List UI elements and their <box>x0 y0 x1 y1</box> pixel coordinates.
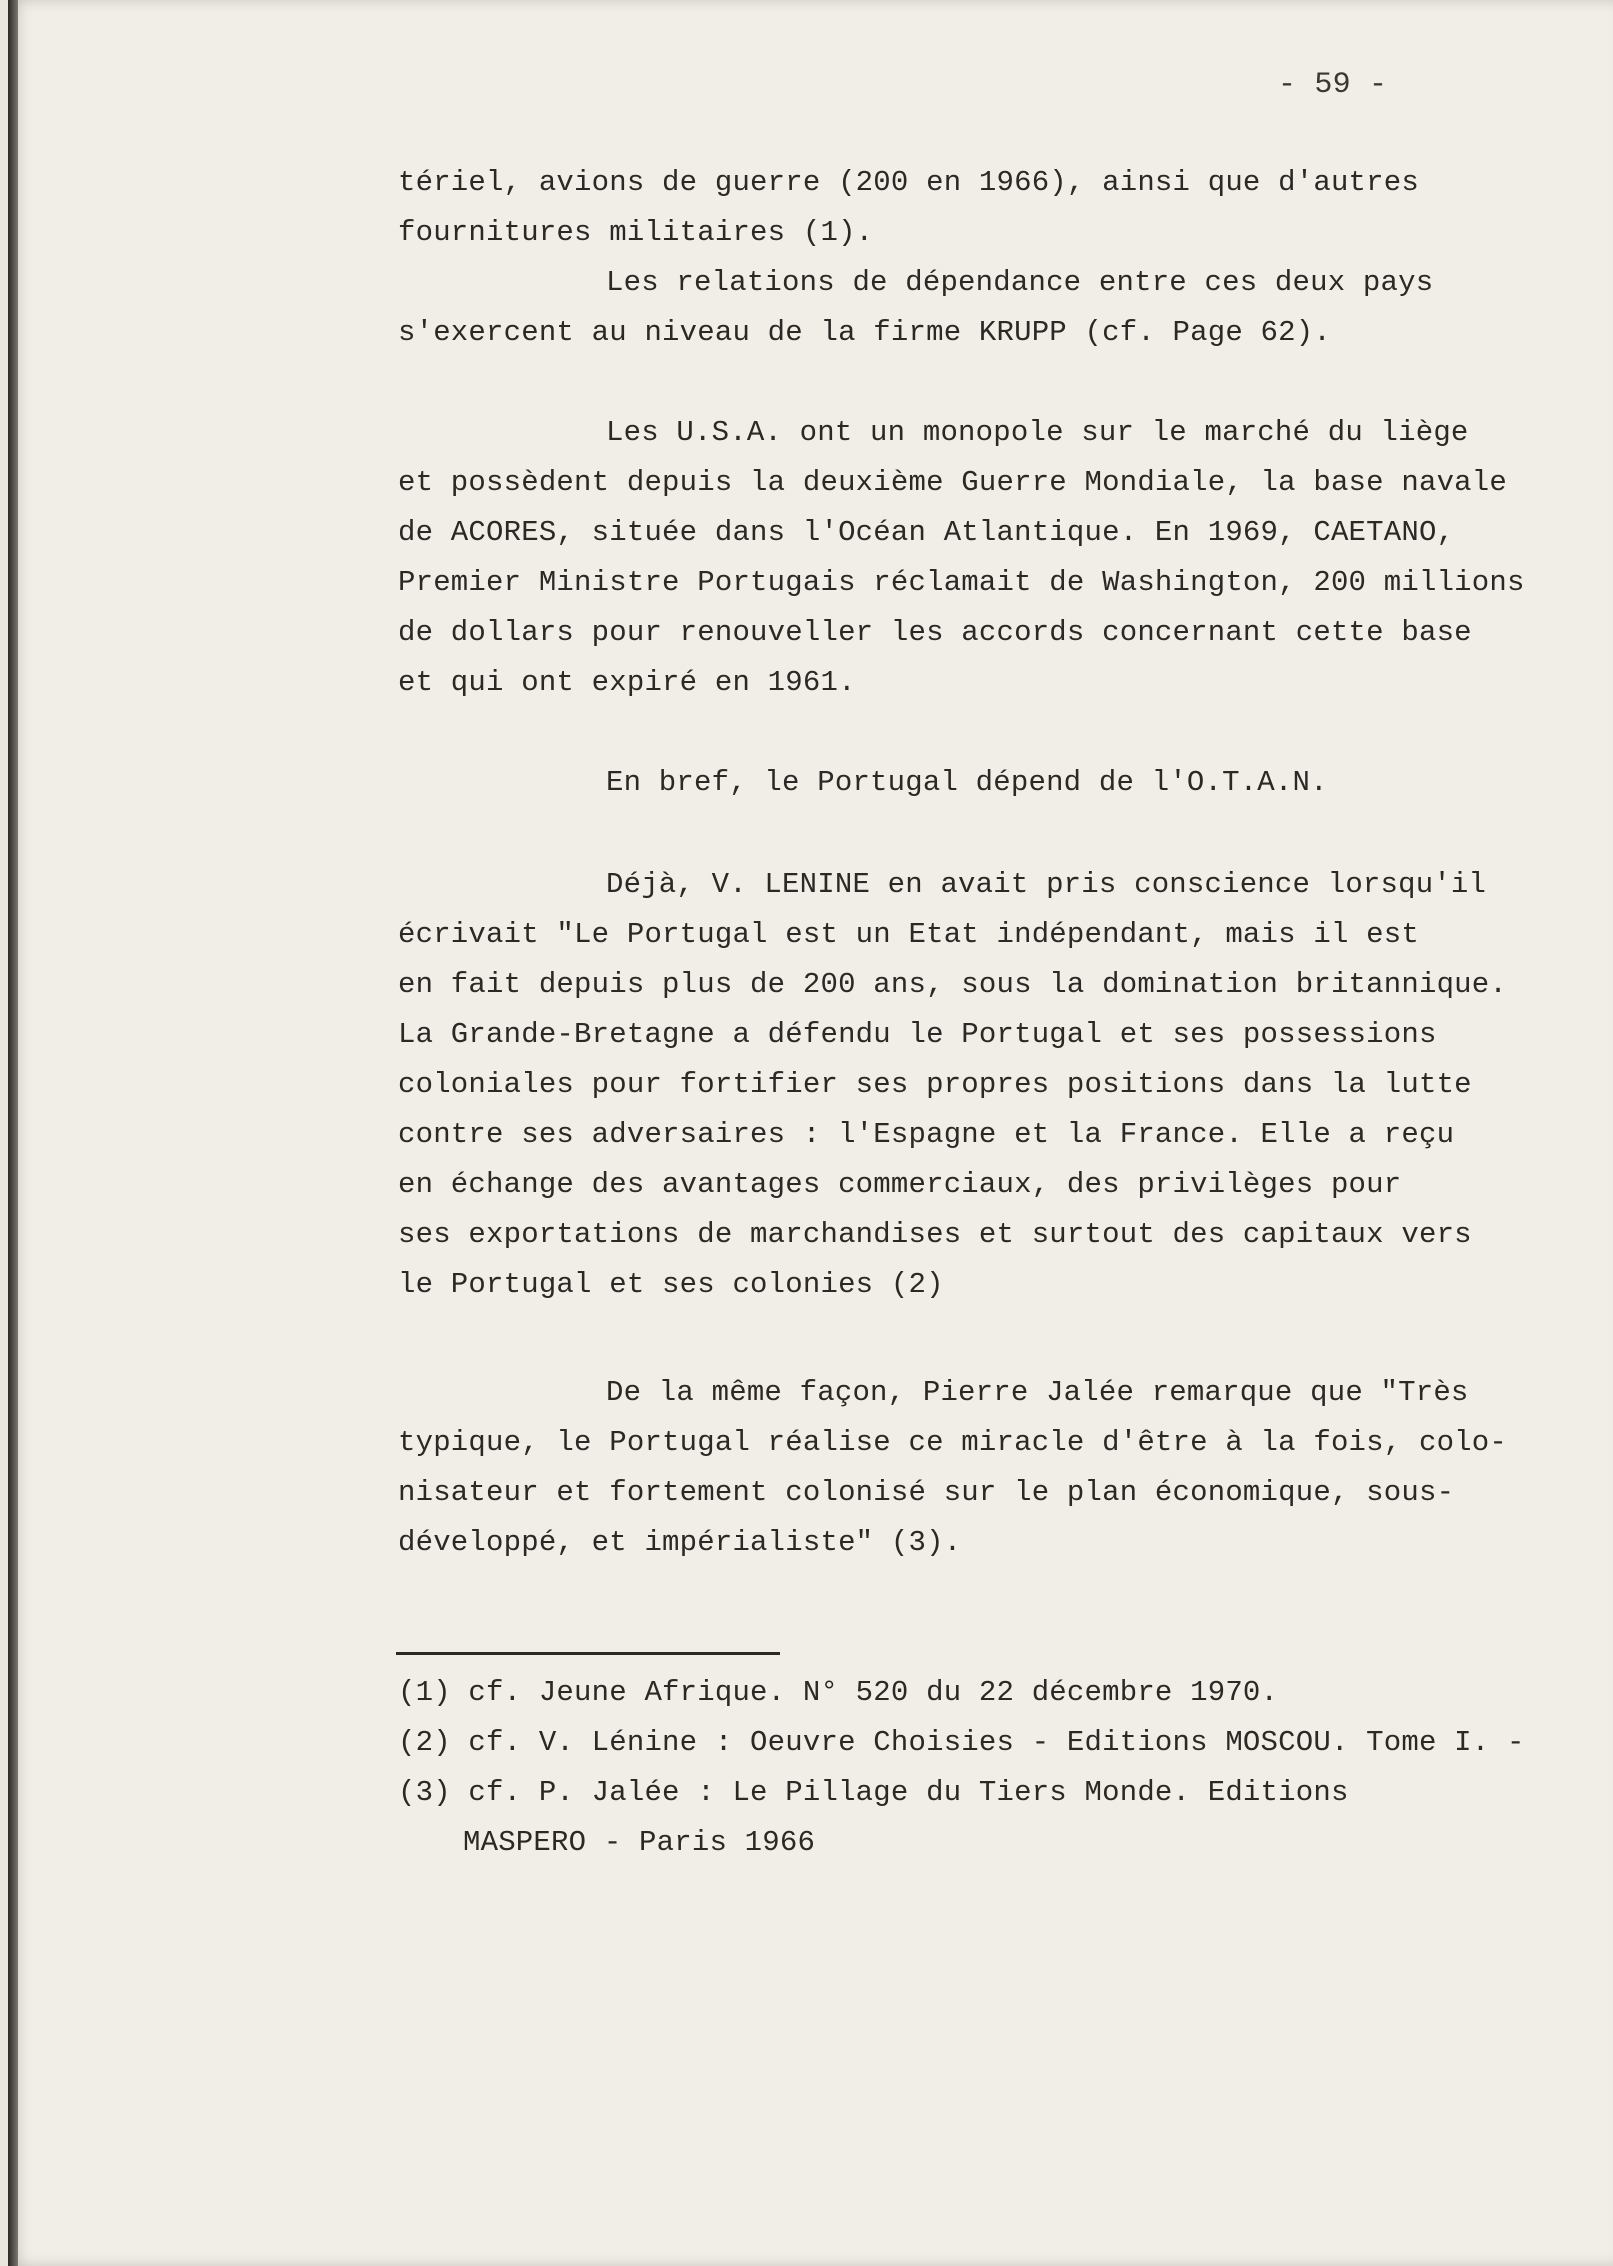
body-line: le Portugal et ses colonies (2) <box>398 1268 944 1301</box>
body-line: et qui ont expiré en 1961. <box>398 666 856 699</box>
footnote-line: (3) cf. P. Jalée : Le Pillage du Tiers Monde. Editions <box>398 1776 1349 1809</box>
body-line: Déjà, V. LENINE en avait pris conscience lorsqu'il <box>606 868 1487 901</box>
body-line: fournitures militaires (1). <box>398 216 874 249</box>
footnote-line: MASPERO - Paris 1966 <box>463 1826 816 1859</box>
body-line: tériel, avions de guerre (200 en 1966), ainsi que d'autres <box>398 166 1419 199</box>
body-line: La Grande-Bretagne a défendu le Portugal et ses possessions <box>398 1018 1437 1051</box>
body-line: Premier Ministre Portugais réclamait de Washington, 200 millions <box>398 566 1525 599</box>
body-line: écrivait "Le Portugal est un Etat indépendant, mais il est <box>398 918 1419 951</box>
body-line: de ACORES, située dans l'Océan Atlantique. En 1969, CAETANO, <box>398 516 1455 549</box>
body-line: coloniales pour fortifier ses propres positions dans la lutte <box>398 1068 1472 1101</box>
body-line: typique, le Portugal réalise ce miracle d'être à la fois, colo- <box>398 1426 1507 1459</box>
body-line: Les U.S.A. ont un monopole sur le marché du liège <box>606 416 1469 449</box>
body-line: et possèdent depuis la deuxième Guerre Mondiale, la base navale <box>398 466 1507 499</box>
page-number: - 59 - <box>1278 68 1388 102</box>
body-line: nisateur et fortement colonisé sur le plan économique, sous- <box>398 1476 1455 1509</box>
body-line: en échange des avantages commerciaux, des privilèges pour <box>398 1168 1402 1201</box>
body-line: De la même façon, Pierre Jalée remarque que "Très <box>606 1376 1469 1409</box>
page-binding-edge <box>8 0 18 2266</box>
body-line: ses exportations de marchandises et surtout des capitaux vers <box>398 1218 1472 1251</box>
document-page <box>8 0 1613 2266</box>
body-line: développé, et impérialiste" (3). <box>398 1526 962 1559</box>
body-line: en fait depuis plus de 200 ans, sous la domination britannique. <box>398 968 1507 1001</box>
body-line: contre ses adversaires : l'Espagne et la France. Elle a reçu <box>398 1118 1455 1151</box>
footnote-separator <box>396 1652 780 1655</box>
body-line: de dollars pour renouveller les accords concernant cette base <box>398 616 1472 649</box>
footnote-line: (2) cf. V. Lénine : Oeuvre Choisies - Editions MOSCOU. Tome I. - <box>398 1726 1525 1759</box>
body-line: En bref, le Portugal dépend de l'O.T.A.N. <box>606 766 1328 799</box>
body-line: Les relations de dépendance entre ces deux pays <box>606 266 1434 299</box>
body-line: s'exercent au niveau de la firme KRUPP (cf. Page 62). <box>398 316 1331 349</box>
footnote-line: (1) cf. Jeune Afrique. N° 520 du 22 décembre 1970. <box>398 1676 1279 1709</box>
